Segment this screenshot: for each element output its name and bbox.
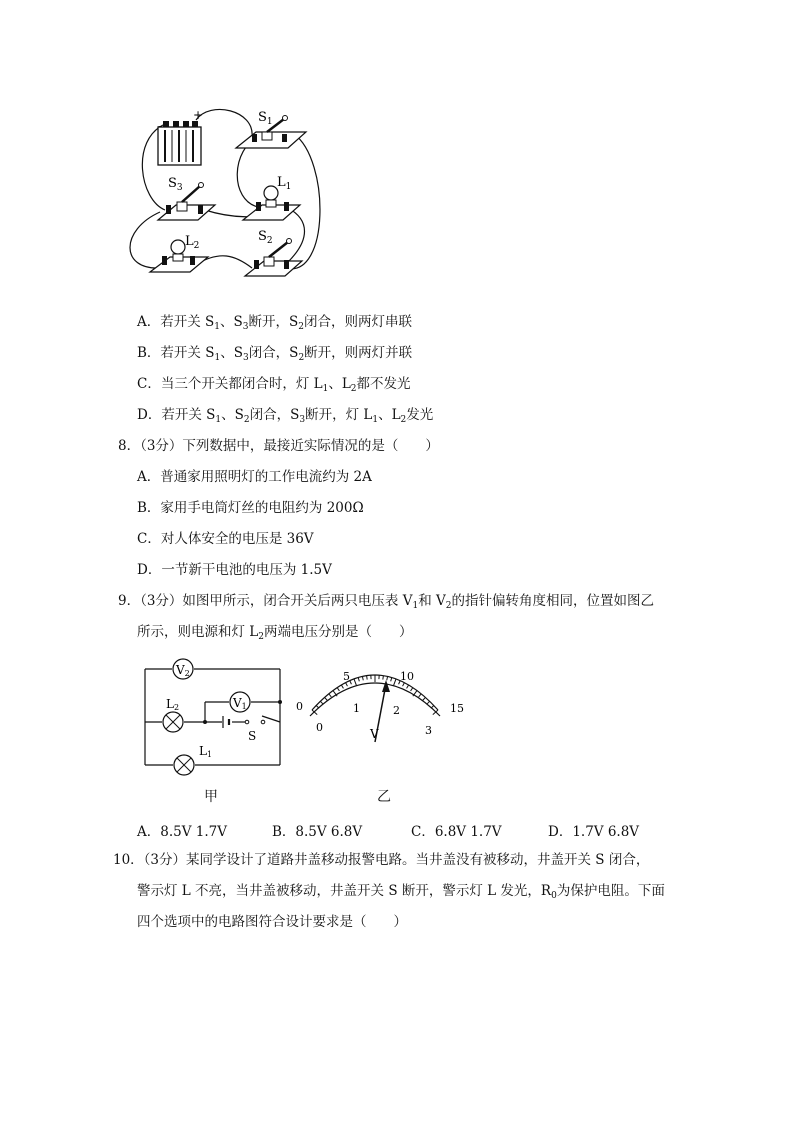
label-l2: $L_2$ bbox=[185, 234, 200, 251]
meter-tick bbox=[394, 679, 396, 686]
meter-tick bbox=[383, 676, 384, 680]
label-s3: $S_3$ bbox=[168, 176, 183, 193]
meter-tick bbox=[341, 685, 343, 688]
lamp-l2-symbol-icon bbox=[163, 712, 183, 732]
q9-choice-b: B．8.5V 6.8V bbox=[272, 824, 363, 840]
meter-tick bbox=[354, 679, 356, 686]
label-v2: V2 bbox=[176, 663, 190, 678]
meter-tick bbox=[358, 677, 359, 681]
battery-minus-label: - bbox=[158, 119, 163, 133]
figure-label-yi: 乙 bbox=[377, 789, 391, 805]
meter-tick bbox=[367, 676, 368, 680]
q7-option-b: B．若开关 $S_1$、$S_3$闭合，$S_2$断开，则两灯并联 bbox=[137, 345, 413, 363]
meter-inner-0: 0 bbox=[316, 721, 323, 734]
q7-option-c: C．当三个开关都闭合时，灯 $L_1$、$L_2$都不发光 bbox=[137, 376, 411, 394]
meter-inner-1: 1 bbox=[353, 702, 360, 715]
meter-tick bbox=[362, 676, 363, 680]
meter-tick bbox=[346, 683, 348, 687]
q8-option-a: A．普通家用照明灯的工作电流约为 2A bbox=[137, 469, 372, 485]
meter-inner-3: 3 bbox=[425, 724, 432, 737]
meter-inner-2: 2 bbox=[393, 704, 400, 717]
meter-tick bbox=[387, 676, 388, 680]
q9-choice-c: C．6.8V 1.7V bbox=[411, 824, 502, 840]
meter-tick bbox=[391, 677, 392, 681]
meter-tick bbox=[407, 685, 409, 688]
label-circuit-s: S bbox=[248, 729, 257, 743]
q10-stem-line2: 警示灯 L 不亮，当井盖被移动，井盖开关 S 断开，警示灯 L 发光，$R_0$为保护电阻。下面 bbox=[137, 883, 665, 901]
label-l1: $L_1$ bbox=[277, 175, 292, 192]
meter-tick bbox=[411, 688, 413, 691]
label-circuit-l2: L2 bbox=[166, 697, 180, 712]
q10-stem-line1: 10．（3分）某同学设计了道路井盖移动报警电路。当井盖没有被移动，井盖开关 S 闭合， bbox=[113, 852, 650, 868]
q9-stem-line1: 9．（3分）如图甲所示，闭合开关后两只电压表 $V_1$和 $V_2$的指针偏转角度相同，位置如图乙 bbox=[118, 593, 654, 611]
q9-stem-line2: 所示，则电源和灯 $L_2$两端电压分别是（ ） bbox=[137, 624, 413, 642]
meter-tick bbox=[403, 683, 405, 687]
q9-choice-a: A．8.5V 1.7V bbox=[137, 824, 227, 840]
label-circuit-l1: L1 bbox=[199, 744, 213, 759]
label-s2: $S_2$ bbox=[258, 229, 273, 246]
meter-tick bbox=[329, 694, 332, 697]
q7-option-d: D．若开关 $S_1$、$S_2$闭合，$S_3$断开，灯 $L_1$、$L_2$发光 bbox=[137, 407, 434, 425]
lamp-l1-symbol-icon bbox=[174, 755, 194, 775]
meter-tick bbox=[316, 705, 319, 708]
meter-tick bbox=[320, 701, 323, 704]
q10-stem-line3: 四个选项中的电路图符合设计要求是（ ） bbox=[137, 914, 407, 930]
meter-outer-0: 0 bbox=[296, 700, 303, 713]
meter-tick bbox=[350, 681, 352, 685]
meter-outer-10: 10 bbox=[400, 670, 414, 683]
q8-option-b: B．家用手电筒灯丝的电阻约为 200Ω bbox=[137, 500, 364, 516]
meter-outer-5: 5 bbox=[343, 670, 350, 683]
q9-choice-d: D．1.7V 6.8V bbox=[548, 824, 640, 840]
meter-tick bbox=[337, 688, 339, 691]
label-s1: $S_1$ bbox=[258, 110, 273, 127]
meter-outer-15: 15 bbox=[450, 702, 464, 715]
meter-tick bbox=[419, 694, 422, 697]
label-v1: V1 bbox=[233, 696, 247, 711]
figure-label-jia: 甲 bbox=[204, 789, 218, 805]
q8-option-d: D．一节新干电池的电压为 1.5V bbox=[137, 562, 332, 578]
meter-tick bbox=[427, 701, 430, 704]
meter-unit: V bbox=[370, 727, 379, 741]
q8-option-c: C．对人体安全的电压是 36V bbox=[137, 531, 314, 547]
battery-plus-label: + bbox=[193, 108, 204, 122]
meter-tick bbox=[431, 705, 434, 708]
q8-stem: 8．（3分）下列数据中，最接近实际情况的是（ ） bbox=[118, 438, 439, 454]
meter-tick bbox=[423, 697, 426, 700]
q7-option-a: A．若开关 $S_1$、$S_3$断开，$S_2$闭合，则两灯串联 bbox=[137, 314, 412, 332]
meter-tick bbox=[325, 697, 328, 700]
